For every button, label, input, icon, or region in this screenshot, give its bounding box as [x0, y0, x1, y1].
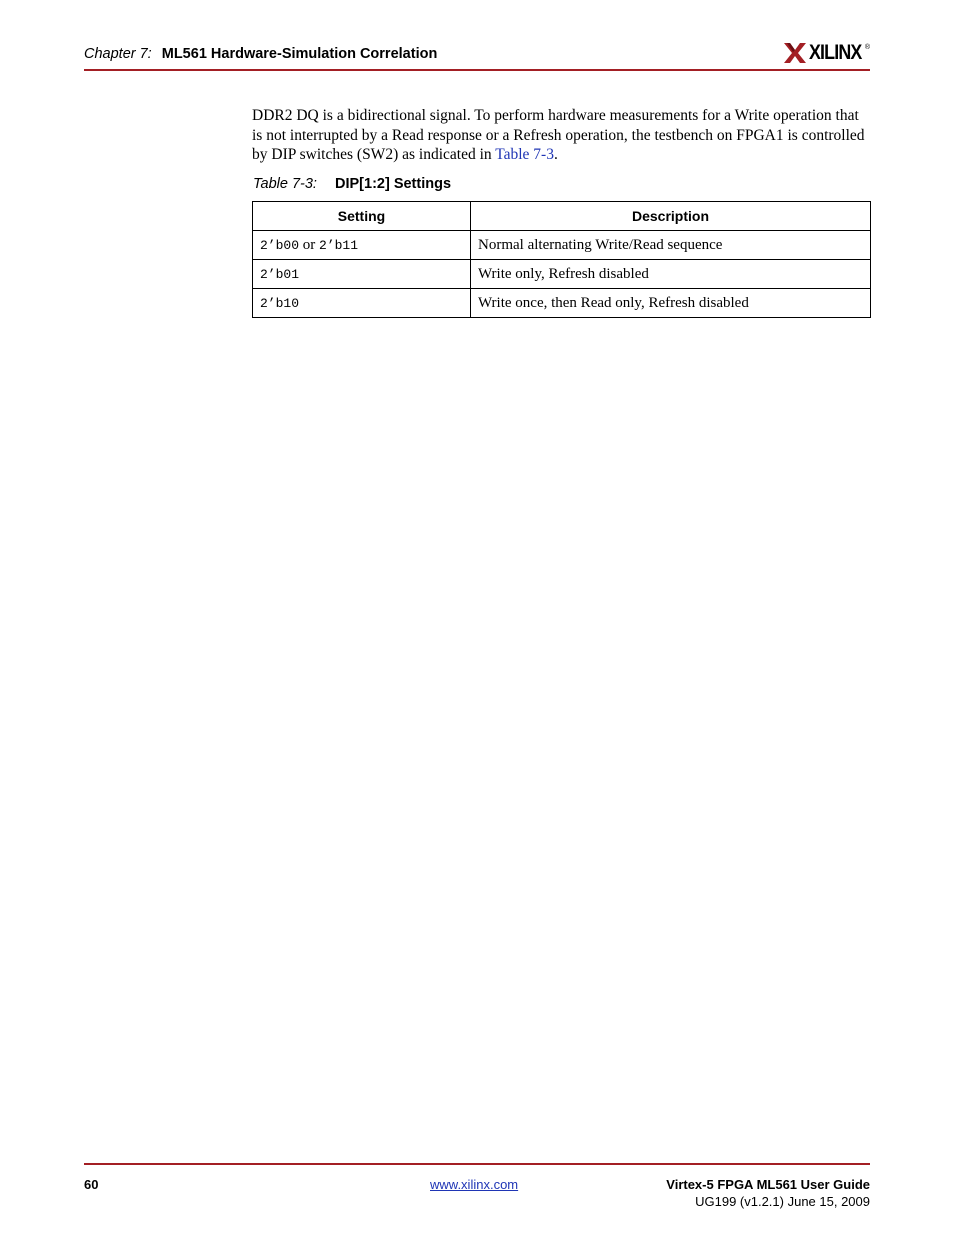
setting-value: 2’b01: [260, 266, 300, 282]
setting-value: 2’b00: [260, 237, 300, 253]
description-cell: Normal alternating Write/Read sequence: [471, 231, 871, 260]
guide-title: Virtex-5 FPGA ML561 User Guide: [666, 1177, 870, 1192]
table-reference-link[interactable]: Table 7-3: [495, 146, 554, 163]
table-row: [253, 260, 871, 289]
column-header-description: Description: [471, 202, 871, 231]
footer-rule: [84, 1163, 870, 1165]
setting-value: 2’b11: [319, 237, 359, 253]
chapter-label: Chapter 7:: [84, 46, 152, 62]
logo-wordmark: XILINX: [809, 41, 862, 64]
chapter-title: ML561 Hardware-Simulation Correlation: [161, 46, 438, 62]
table-row: [253, 289, 871, 318]
table-number: Table 7-3:: [253, 176, 317, 192]
body-paragraph: [252, 106, 872, 165]
description-cell: Write once, then Read only, Refresh disabled: [471, 289, 871, 318]
xilinx-logo: [783, 40, 870, 66]
description-cell: Write only, Refresh disabled: [471, 260, 871, 289]
table-row: [253, 231, 871, 260]
dip-settings-table: [252, 201, 871, 318]
footer-doc-info: [666, 1176, 870, 1210]
setting-value: 2’b10: [260, 295, 300, 311]
header-rule: [84, 69, 870, 71]
setting-join: or: [299, 236, 320, 253]
table-header-row: [253, 202, 871, 231]
table-title: DIP[1:2] Settings: [335, 176, 452, 192]
page-header: [84, 41, 870, 72]
paragraph-text: DDR2 DQ is a bidirectional signal. To perform hardware measurements for a Write operation that is not interrupted by a Read response or a Refresh operation, the testbench on FPGA1 is controlled by DIP switches (SW2) as indicated in: [252, 107, 865, 163]
page-number: 60: [84, 1177, 99, 1192]
registered-mark: ®: [864, 43, 870, 51]
table-caption: [253, 176, 451, 192]
website-link[interactable]: www.xilinx.com: [430, 1177, 519, 1192]
setting-cell: [253, 289, 471, 318]
paragraph-end: .: [553, 146, 558, 163]
setting-cell: [253, 260, 471, 289]
setting-cell: [253, 231, 471, 260]
running-head: [84, 46, 437, 62]
xilinx-x-icon: [783, 41, 807, 65]
doc-id: UG199 (v1.2.1) June 15, 2009: [695, 1194, 870, 1209]
column-header-setting: Setting: [253, 202, 471, 231]
